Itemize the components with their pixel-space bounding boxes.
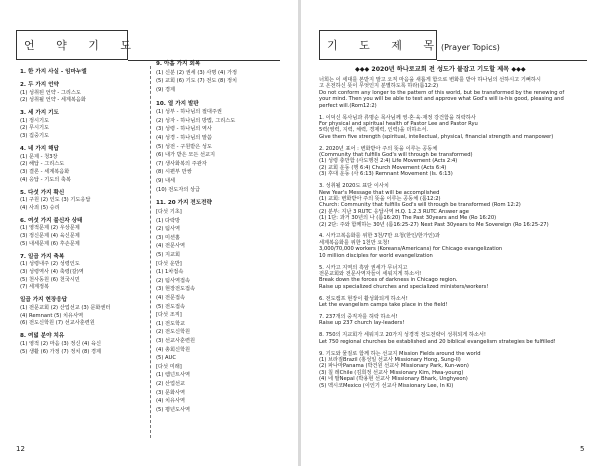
- text-line: (3) 성령역사 (4) 축령(갈)역: [20, 269, 84, 275]
- text-line: (3) 문화사역: [156, 389, 186, 396]
- text-line: (5) 평년도사역: [156, 406, 191, 413]
- text-line: Church: Community that fulfills God's will through be transformed (Rom 12:2): [319, 202, 521, 209]
- text-line: (1) 1단: 과거 30년의 나 (롬16:20) The Past 30years and Me (Ro 16:20): [319, 215, 497, 222]
- text-line: (1) 브라질Brazil (홍성일 선교사 Missionary Hong, Sung-Il): [319, 356, 461, 363]
- text-line: (1) 문제 - 청3장: [20, 153, 58, 160]
- text-line: [다섯 조직]: [156, 312, 182, 319]
- text-line: [다섯 운반]: [156, 260, 182, 267]
- text-line: (1) 성령 충만함 (사도행전 2:4) Life Movement (Acts 2:4): [319, 158, 458, 165]
- right-page-subtitle: (Prayer Topics): [441, 43, 500, 52]
- text-line: (2) 전도신학원: [156, 329, 191, 336]
- text-line: (2) 성자 - 하나님의 방법, 그리스도: [156, 117, 236, 124]
- section-heading: 9. 아홉 가지 회복: [156, 61, 201, 67]
- text-line: 2. 2020년 표어 : 변화받아 주의 뜻을 이루는 공동체: [319, 145, 438, 152]
- section-heading: 4. 네 가지 해답: [20, 145, 59, 152]
- text-line: (3) 성령 - 하나님의 역사: [156, 126, 212, 133]
- text-line: (3) 집중기도: [20, 133, 50, 140]
- text-line: (2) 해답 - 그리스도: [20, 161, 65, 168]
- text-line: 전문교회와 전문사역자들이 세워지게 하소서!: [319, 270, 422, 277]
- text-line: (6) 전도신학원 (7) 선교사훈련원: [20, 320, 95, 327]
- text-line: 3. 성취될 2020도 표단 이사치: [319, 183, 389, 190]
- left-page-number: 12: [16, 445, 25, 453]
- text-line: (3) 칠 레Chile (김희정 선교사 Missionary Kim, Hwa-young): [319, 369, 464, 376]
- text-line: (1) 전문교회 (2) 산업선교 (3) 문화센터: [20, 304, 111, 311]
- text-line: 고 온전하신 뜻이 무엇인지 분별하도록 하라(롬12:2): [319, 83, 439, 90]
- text-line: (1) 성령내주 (2) 성령인도: [20, 261, 80, 268]
- text-line: perfect will.(Rom12:2): [319, 102, 377, 109]
- text-line: Let the evangelism camps take place in the field!: [319, 302, 448, 308]
- text-line: (2) 파나마Panama (박건원 선교사 Missionary Park, Kun-won): [319, 363, 469, 370]
- text-line: Let 750 regional churches be established and 20 biblical evangelism strategies be fulfilled!: [319, 338, 556, 345]
- text-line: 1. 이덕신 목사님과 류명순 목사님께 영·혼·육·재정 강건함을 허락하사: [319, 114, 476, 121]
- right-page-number: 5: [580, 445, 585, 453]
- text-line: (5) 교회 (6) 기도 (7) 전도 (8) 정치: [156, 78, 238, 85]
- text-line: 5력(영력, 지력, 체력, 경제력, 인력)을 더하소서.: [319, 127, 429, 134]
- text-line: (3) 미션홈: [156, 234, 181, 241]
- text-line: 6. 전도캠프 현장이 활성화되게 하소서!: [319, 295, 408, 302]
- section-heading: 2. 두 가지 언약: [20, 81, 59, 88]
- section-heading: 일곱 가지 현장응답: [20, 297, 68, 304]
- section-heading: 1. 한 가지 사실 - 임마누엘: [20, 69, 87, 75]
- text-line: (9) 경제: [156, 86, 176, 93]
- text-line: (7) 생사화복의 주관자: [156, 160, 207, 167]
- text-line: 5. 시카고 지역의 흑암 권세가 무너지고: [319, 264, 408, 271]
- text-line: (4) Remnant (5) 치유사역: [20, 312, 84, 319]
- left-title-rule: [128, 60, 280, 61]
- text-line: (1) 구원 (2) 인도 (3) 기도응답: [20, 197, 91, 204]
- text-line: For physical and spiritual health of Pastor Lee and Pastor Ryu: [319, 120, 478, 127]
- text-line: 9. 기도와 물질로 함께 하는 선교지 Mission Fields around the world: [319, 350, 481, 357]
- text-line: (5) 성전 - 구원받은 성도: [156, 143, 212, 150]
- left-column-divider: [150, 66, 151, 438]
- text-line: Do not conform any longer to the pattern of this world, but be transformed by the renewing of: [319, 89, 565, 96]
- text-line: (7) 세계정복: [20, 284, 50, 291]
- text-line: (5) 천사동원 (6) 천국시민: [20, 276, 80, 283]
- right-page: [301, 0, 601, 466]
- right-title-rule: [437, 60, 587, 61]
- text-line: (4) 응답 - 기도의 축복: [20, 176, 71, 183]
- text-line: (5) 내세문제 (6) 후손문제: [20, 240, 80, 247]
- text-line: Break down the forces of darkness in Chicago region.: [319, 277, 458, 284]
- text-line: (5) 지교회: [156, 252, 181, 258]
- text-line: (2) 2단: 주와 함께하는 30년 (롬16:25-27) Next Past 30years to Me Sovereign (Ro 16:25-27): [319, 221, 549, 228]
- text-line: (2) 산업선교: [156, 381, 186, 387]
- text-line: (5) 생활 (6) 가정 (7) 정치 (8) 경제: [20, 348, 102, 355]
- text-line: (2) 팀사역: [156, 226, 181, 233]
- text-line: 10 million disciples for world evangelization: [319, 252, 433, 259]
- text-line: Raise up specialized churches and specialized ministers/workers!: [319, 283, 489, 290]
- prayer-heading: ◆◆◆ 2020년 하나로교회 전 성도가 붙잡고 기도할 제목 ◆◆◆: [355, 66, 526, 73]
- text-line: (3) 후대 운동 (사 6:13) Remnant Movement (Is. 6:13): [319, 171, 453, 178]
- text-line: (1) 영적 (2) 마음 (3) 정신 (4) 육신: [20, 340, 102, 347]
- text-line: 8. 750의 지교회가 세워지고 20가지 성경적 전도전략이 성취되게 하소서!: [319, 332, 487, 339]
- text-line: [다섯 미래]: [156, 363, 182, 370]
- text-line: (4) 네 팔Nepal (박용현 선교사 Missionary Bhark, Unghyeon): [319, 376, 468, 383]
- text-line: Give them five strength (spiritual, intellectual, physical, financial strength and manpower): [319, 133, 554, 140]
- text-line: (2) 분부: 지난 3 RUTC 응답사역 H.Q. 1.2.3 RUTC Answer age: [319, 208, 469, 215]
- text-line: (1) 렘넌트사역: [156, 372, 191, 379]
- text-line: (2) 팀사역접속: [156, 277, 191, 284]
- section-heading: 11. 20 가지 전도전략: [156, 200, 212, 207]
- text-line: (5) 전도접속: [156, 303, 186, 310]
- text-line: (2) 성취될 언약 - 세계복음화: [20, 97, 86, 104]
- text-line: (1) 정시기도: [20, 117, 50, 124]
- text-line: (3) 현장전도접속: [156, 286, 196, 293]
- text-line: (5) 멕시코Mexico (이인기 선교사 Missionary Lee, In Ki): [319, 382, 454, 389]
- text-line: (2) 교회 운동 (행 6:4) Church Movement (Acts 6:4): [319, 164, 447, 171]
- section-heading: 10. 열 가지 발판: [156, 100, 199, 107]
- text-line: (1) 성취된 언약 - 그리스도: [20, 89, 81, 96]
- text-line: 7. 237개의 중직자를 허락 하소서!: [319, 313, 398, 320]
- text-line: (2) 무시기도: [20, 125, 50, 132]
- text-line: (1) 교회: 변화받아 주의 뜻을 이루는 공동체 (롬12:2): [319, 195, 441, 202]
- text-line: 4. 시카고복음화를 위한 3천/7만 요청(한인/한가인)과: [319, 233, 440, 240]
- text-line: (4) 전문접속: [156, 295, 186, 301]
- text-line: (1) 성부 - 하나님의 절대주권: [156, 109, 222, 116]
- text-line: (4) 총회신학원: [156, 346, 191, 353]
- section-heading: 8. 여덟 분야 치유: [20, 333, 65, 340]
- text-line: (4) 성경 - 하나님의 말씀: [156, 135, 212, 141]
- text-line: (3) 선교사훈련원: [156, 338, 196, 344]
- text-line: (8) 시편부 만쌍: [156, 169, 192, 176]
- right-page-title: 기 도 제 목: [327, 39, 443, 52]
- text-line: (4) 사죄 (5) 승리: [20, 204, 60, 211]
- text-line: (1) 영적문제 (2) 우상문제: [20, 225, 80, 232]
- text-line: Raise up 237 church lay-leaders!: [319, 320, 405, 327]
- text-line: 세계복음화를 위한 1천만 요청!: [319, 239, 390, 246]
- left-page: [0, 0, 298, 466]
- left-page-title: 언 약 기 도: [24, 39, 140, 52]
- text-line: (10) 전도자의 상급: [156, 186, 201, 193]
- section-heading: 6. 여섯 가지 불신자 상태: [20, 217, 83, 224]
- text-line: 너희는 이 세대를 본받지 말고 오직 마음을 새롭게 함으로 변화를 받아 하나님의 선하시고 기뻐하시: [319, 77, 541, 83]
- text-line: (5) AUC: [156, 355, 176, 362]
- text-line: (3) 정신문제 (4) 육신문제: [20, 233, 80, 240]
- text-line: 3,000/70,000 workers (Koreans/Americans) for Chicago evangelization: [319, 246, 503, 253]
- text-line: your mind. Then you will be able to test and approve what God's will is-his good, pleasing and: [319, 96, 564, 103]
- section-heading: 5. 다섯 가지 확신: [20, 189, 65, 196]
- text-line: (6) 내가 받은 모든 선교지: [156, 152, 216, 159]
- section-heading: 3. 세 가지 기도: [20, 110, 59, 116]
- text-line: (9) 내세: [156, 178, 176, 184]
- text-line: (1) 1차접속: [156, 269, 184, 276]
- text-line: (3) 결론 - 세계복음화: [20, 169, 70, 175]
- text-line: (4) 전문사역: [156, 243, 186, 250]
- text-line: (Community that fulfills God's will through be transformed): [319, 152, 473, 158]
- text-line: (1) 전도학교: [156, 320, 186, 327]
- text-line: (4) 치유사역: [156, 398, 186, 405]
- text-line: (1) 신분 (2) 권세 (3) 사명 (4) 가정: [156, 69, 238, 76]
- text-line: New Year's Message that will be accomplished: [319, 189, 440, 196]
- text-line: [다섯 기초]: [156, 209, 182, 215]
- section-heading: 7. 일곱 가지 축복: [20, 253, 65, 260]
- text-line: (1) 다락방: [156, 217, 181, 224]
